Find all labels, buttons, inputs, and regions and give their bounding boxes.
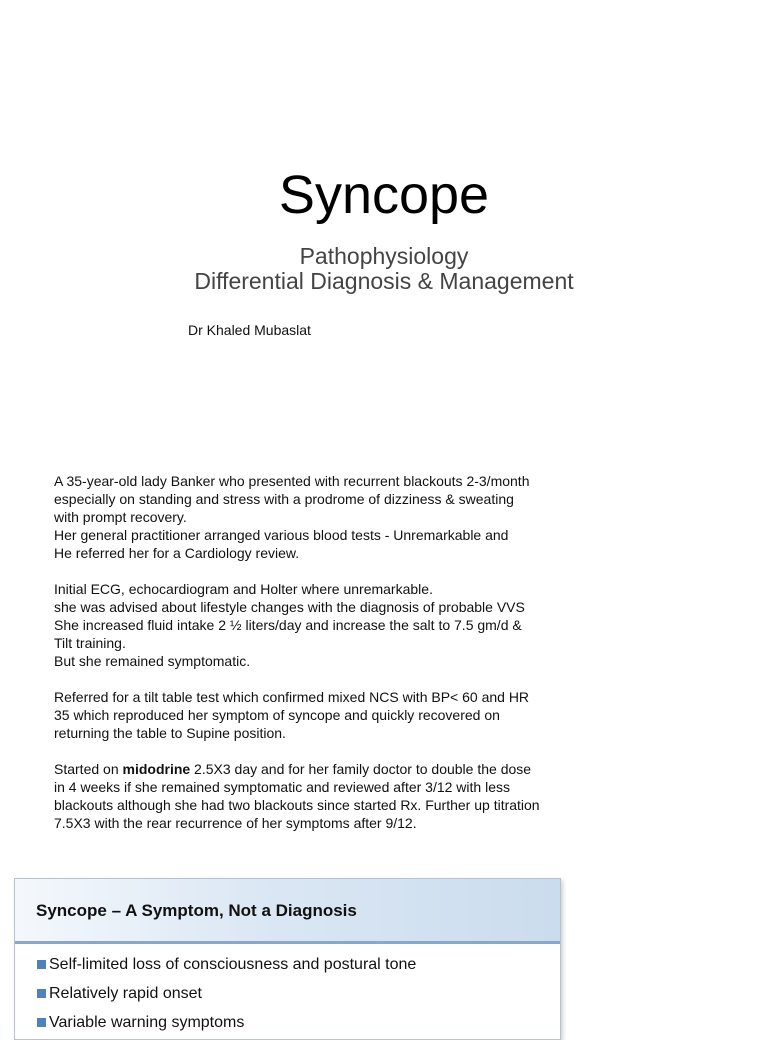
treatment-prefix: Started on — [54, 761, 123, 777]
bullet-text: Self-limited loss of consciousness and postural tone — [49, 956, 417, 973]
bullet-text: Variable warning symptoms — [49, 1014, 245, 1031]
paragraph-gap — [54, 562, 584, 580]
paragraph-gap — [54, 742, 584, 760]
case-paragraph-investigations: Initial ECG, echocardiogram and Holter where unremarkable. she was advised about lifestyle changes with the diagnosis of probable VVS She increased fluid intake 2 ½ liters/day and increase the salt to 7.5 gm/d & Tilt training. But she remained symptomatic. — [54, 581, 525, 669]
bullet-text: Relatively rapid onset — [49, 985, 202, 1002]
slide-title: Syncope – A Symptom, Not a Diagnosis — [36, 901, 357, 920]
author-name: Dr Khaled Mubaslat — [188, 322, 311, 338]
subtitle-diagnosis-management: Differential Diagnosis & Management — [194, 268, 574, 294]
paragraph-gap — [54, 670, 584, 688]
slide-bullet-list — [37, 955, 416, 1040]
list-item — [37, 1013, 416, 1040]
slide-header — [15, 879, 560, 944]
case-paragraph-tilt-test: Referred for a tilt table test which confirmed mixed NCS with BP< 60 and HR 35 which reproduced her symptom of syncope and quickly recovered on returning the table to Supine position. — [54, 689, 530, 741]
case-paragraph-treatment — [54, 760, 584, 832]
document-title: Syncope — [278, 165, 490, 225]
case-description — [54, 472, 584, 832]
subtitle-pathophysiology: Pathophysiology — [299, 243, 469, 269]
list-item — [37, 984, 416, 1013]
square-bullet-icon — [37, 960, 46, 969]
square-bullet-icon — [37, 1018, 46, 1027]
slide-thumbnail — [14, 878, 561, 1040]
list-item — [37, 955, 416, 984]
square-bullet-icon — [37, 989, 46, 998]
drug-name: midodrine — [122, 761, 191, 777]
treatment-details: 2.5X3 day and for her family doctor to double the dose in 4 weeks if she remained symptomatic and reviewed after 3/12 with less blackouts although she had two blackouts since started Rx. Further up titration 7.5X3 with the rear recurrence of her symptoms after 9/12. — [54, 761, 540, 831]
case-paragraph-presentation: A 35-year-old lady Banker who presented with recurrent blackouts 2-3/month especially on standing and stress with a prodrome of dizziness & sweating with prompt recovery. Her general practitioner arranged various blood tests - Unremarkable and He referred her for a Cardiology review. — [54, 473, 530, 561]
